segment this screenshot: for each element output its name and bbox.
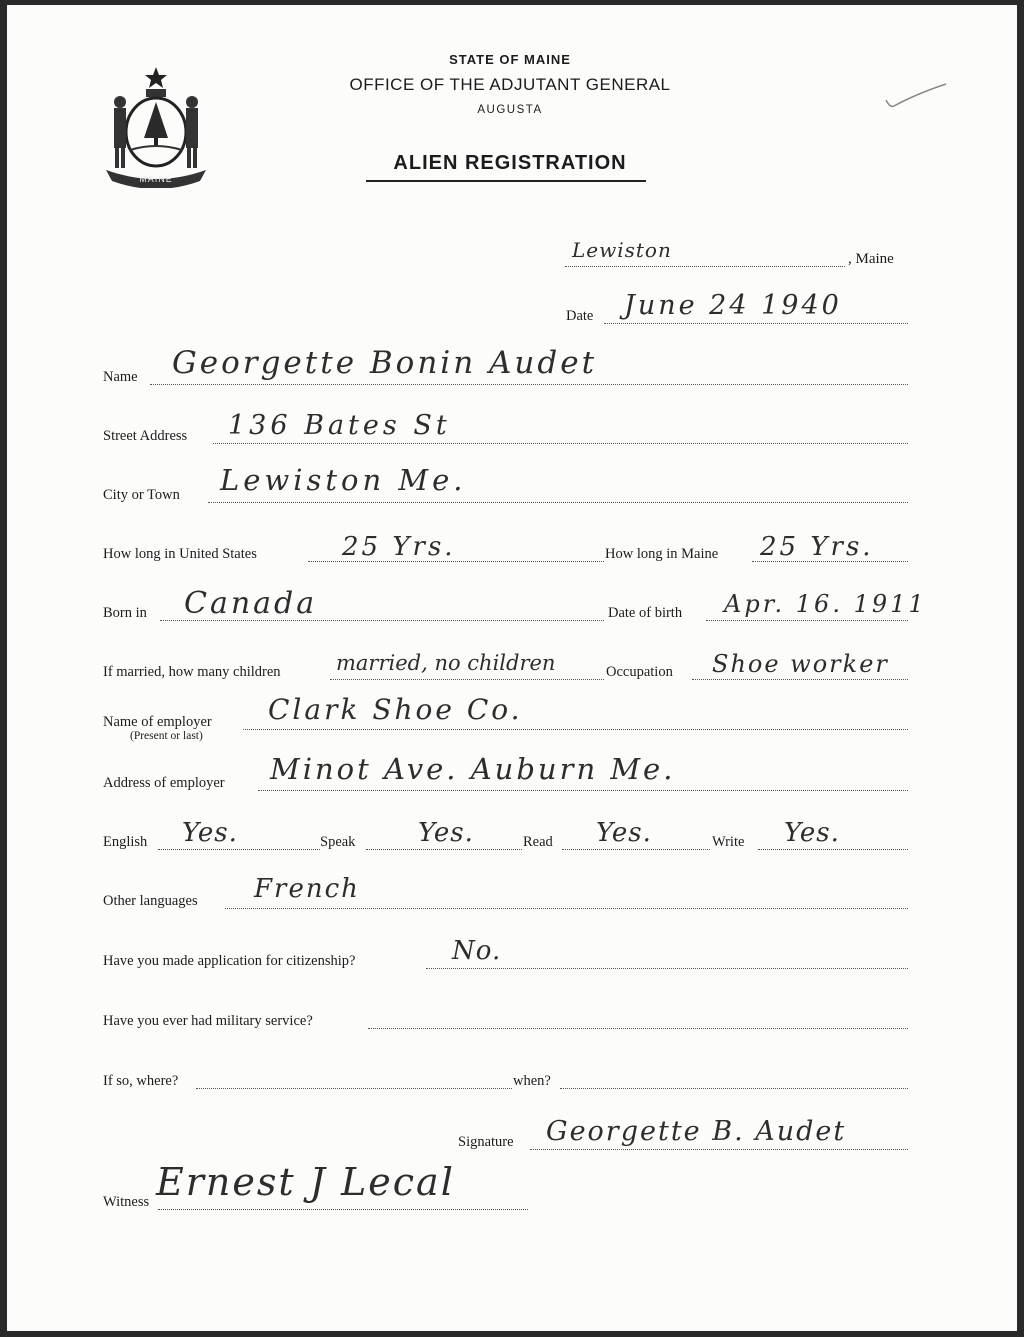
occupation-line	[692, 679, 908, 680]
city-line	[208, 502, 908, 503]
signature-label: Signature	[458, 1134, 514, 1150]
scan-edge-right	[1017, 0, 1024, 1337]
married-label: If married, how many children	[103, 664, 281, 680]
name-label: Name	[103, 369, 138, 385]
citizenship-label: Have you made application for citizenship?	[103, 953, 356, 969]
military-line	[368, 1028, 908, 1029]
us-duration-label: How long in United States	[103, 546, 257, 562]
date-line	[604, 323, 908, 324]
state-heading: STATE OF MAINE	[449, 52, 571, 67]
us-duration-entry: 25 Yrs.	[342, 532, 456, 562]
english-line	[158, 849, 320, 850]
when-label: when?	[513, 1073, 551, 1089]
maine-duration-label: How long in Maine	[605, 546, 719, 562]
write-entry: Yes.	[784, 818, 840, 848]
street-line	[213, 443, 908, 444]
write-line	[758, 849, 908, 850]
witness-label: Witness	[103, 1194, 150, 1210]
occupation-entry: Shoe worker	[712, 650, 889, 678]
when-line	[560, 1088, 908, 1089]
maine-label: , Maine	[848, 251, 894, 267]
signature-line	[530, 1149, 908, 1150]
name-entry: Georgette Bonin Audet	[172, 345, 598, 381]
english-label: English	[103, 834, 148, 850]
where-label: If so, where?	[103, 1073, 179, 1089]
speak-label: Speak	[320, 834, 356, 850]
scan-edge-top	[0, 0, 1024, 5]
form-title: ALIEN REGISTRATION	[393, 152, 627, 174]
married-line	[330, 679, 604, 680]
street-entry: 136 Bates St	[228, 410, 451, 441]
street-label: Street Address	[103, 428, 188, 444]
date-entry: June 24 1940	[624, 290, 842, 321]
other-languages-line	[225, 908, 908, 909]
signature-entry: Georgette B. Audet	[546, 1116, 847, 1147]
dob-label: Date of birth	[608, 605, 683, 621]
check-mark	[880, 78, 950, 123]
employer-address-entry: Minot Ave. Auburn Me.	[270, 752, 676, 786]
read-entry: Yes.	[596, 818, 652, 848]
town-entry: Lewiston	[572, 238, 672, 262]
office-heading: OFFICE OF THE ADJUTANT GENERAL	[349, 75, 671, 94]
military-label: Have you ever had military service?	[103, 1013, 313, 1029]
employer-label: Name of employer	[103, 714, 212, 730]
speak-line	[366, 849, 522, 850]
where-line	[196, 1088, 512, 1089]
read-label: Read	[523, 834, 553, 850]
speak-entry: Yes.	[418, 818, 474, 848]
employer-address-label: Address of employer	[103, 775, 225, 791]
other-languages-entry: French	[254, 874, 360, 904]
title-underline	[366, 180, 646, 182]
scan-edge-left	[0, 0, 7, 1337]
other-languages-label: Other languages	[103, 893, 198, 909]
citizenship-line	[426, 968, 908, 969]
occupation-label: Occupation	[606, 664, 673, 680]
write-label: Write	[712, 834, 745, 850]
english-entry: Yes.	[182, 818, 238, 848]
name-line	[150, 384, 908, 385]
dob-line	[706, 620, 908, 621]
city-label: City or Town	[103, 487, 180, 503]
witness-line	[158, 1209, 528, 1210]
citizenship-entry: No.	[452, 936, 502, 966]
employer-entry: Clark Shoe Co.	[268, 693, 523, 726]
city-entry: Lewiston Me.	[220, 463, 467, 497]
state-seal	[100, 64, 212, 188]
maine-duration-entry: 25 Yrs.	[760, 532, 874, 562]
town-line	[565, 266, 845, 267]
read-line	[562, 849, 710, 850]
born-label: Born in	[103, 605, 147, 621]
date-label: Date	[566, 308, 594, 324]
dob-entry: Apr. 16. 1911	[724, 590, 927, 618]
city-heading: AUGUSTA	[477, 104, 543, 116]
employer-line	[243, 729, 908, 730]
witness-entry: Ernest J Lecal	[156, 1160, 455, 1204]
scan-edge-bottom	[0, 1331, 1024, 1337]
seal-banner-text: MAINE	[139, 174, 173, 184]
married-entry: married, no children	[336, 651, 556, 675]
born-entry: Canada	[184, 586, 318, 621]
employer-address-line	[258, 790, 908, 791]
employer-note: (Present or last)	[130, 730, 203, 742]
